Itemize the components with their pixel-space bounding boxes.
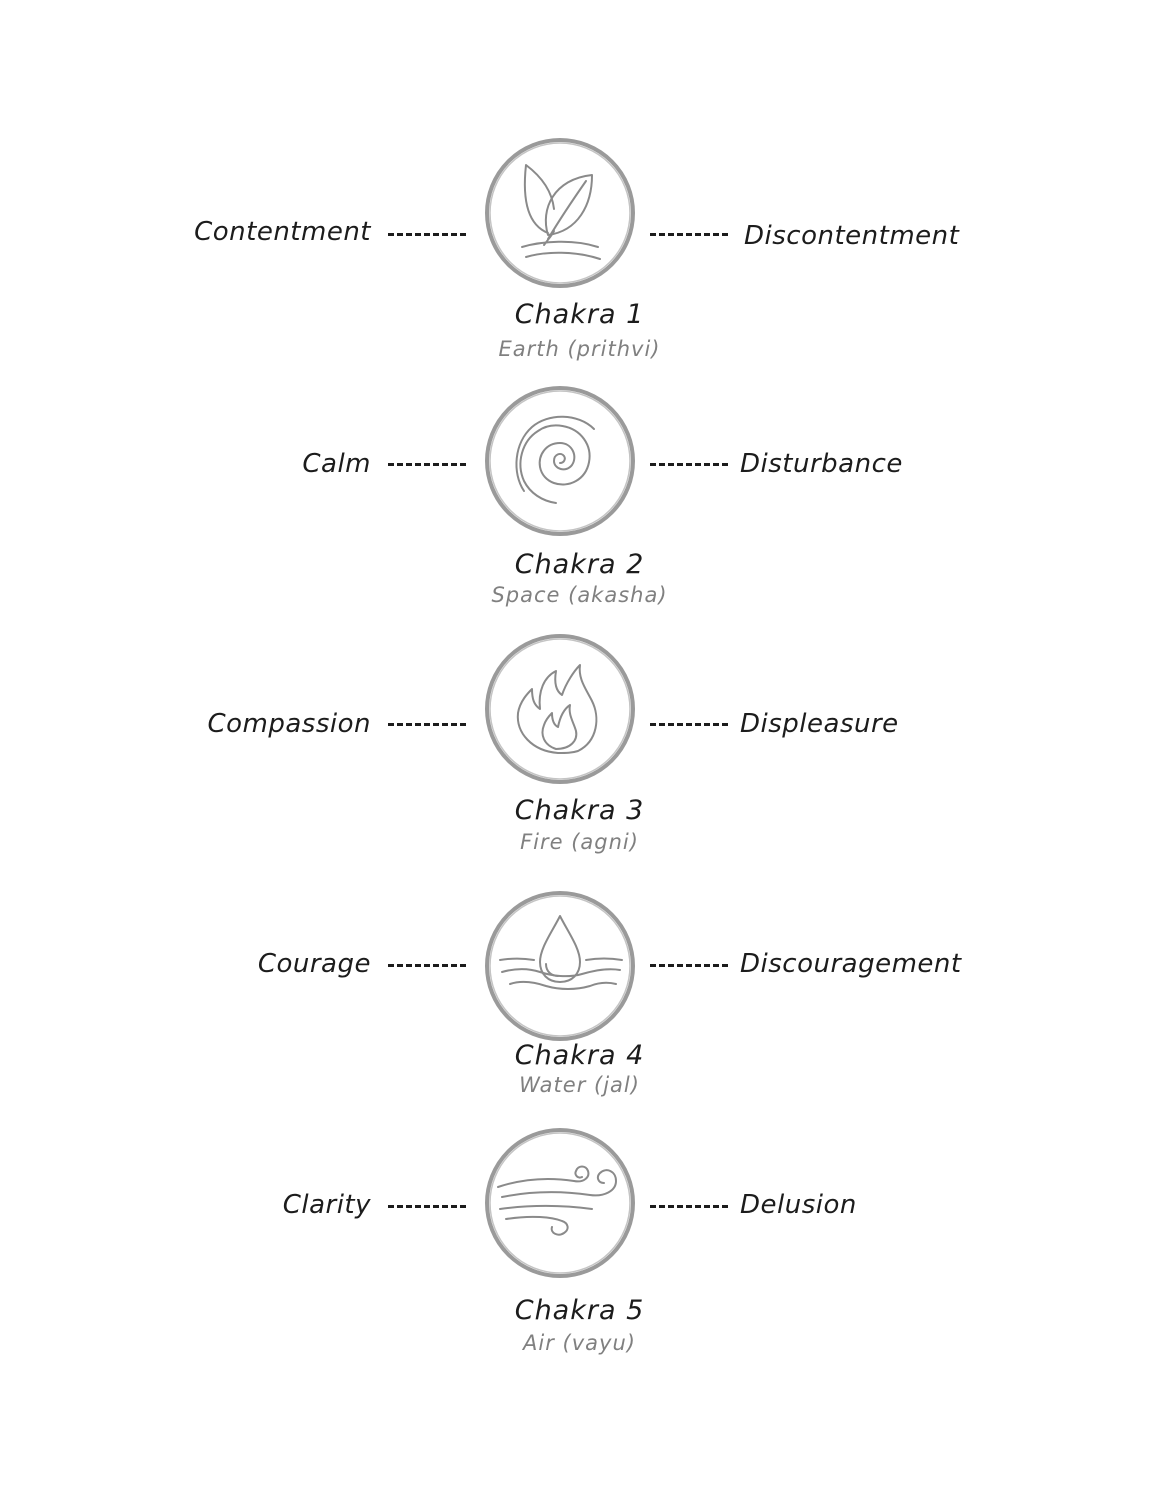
chakra-row-3 (0, 631, 1159, 871)
element-label: Water (jal) (519, 1073, 640, 1097)
chakra-title: Chakra 5 (514, 1295, 645, 1326)
positive-quality: Courage (257, 949, 371, 979)
connector-dashes-left (388, 233, 466, 236)
connector-dashes-left (388, 1205, 466, 1208)
negative-quality: Discouragement (740, 949, 962, 979)
negative-quality: Delusion (740, 1190, 857, 1220)
connector-dashes-left (388, 463, 466, 466)
chakra-title: Chakra 1 (514, 299, 645, 330)
element-label: Earth (prithvi) (498, 337, 661, 361)
wind-icon (482, 1125, 638, 1281)
element-label: Air (vayu) (523, 1331, 636, 1355)
negative-quality: Discontentment (744, 221, 960, 251)
connector-dashes-left (388, 964, 466, 967)
chakra-row-4 (0, 888, 1159, 1128)
leaf-icon (482, 135, 638, 291)
negative-quality: Disturbance (740, 449, 903, 479)
connector-dashes-right (650, 1205, 728, 1208)
water-drop-icon (482, 888, 638, 1044)
connector-dashes-left (388, 723, 466, 726)
chakra-title: Chakra 2 (514, 549, 645, 580)
positive-quality: Clarity (282, 1190, 371, 1220)
chakra-row-5 (0, 1125, 1159, 1365)
spiral-icon (482, 383, 638, 539)
connector-dashes-right (650, 463, 728, 466)
element-label: Fire (agni) (520, 830, 639, 854)
connector-dashes-right (650, 233, 728, 236)
chakra-row-2 (0, 383, 1159, 623)
positive-quality: Compassion (207, 709, 371, 739)
positive-quality: Calm (302, 449, 371, 479)
connector-dashes-right (650, 964, 728, 967)
connector-dashes-right (650, 723, 728, 726)
chakra-title: Chakra 3 (514, 795, 645, 826)
flame-icon (482, 631, 638, 787)
element-label: Space (akasha) (491, 583, 668, 607)
chakra-row-1 (0, 135, 1159, 375)
chakra-title: Chakra 4 (514, 1040, 645, 1071)
negative-quality: Displeasure (740, 709, 899, 739)
positive-quality: Contentment (194, 217, 371, 247)
